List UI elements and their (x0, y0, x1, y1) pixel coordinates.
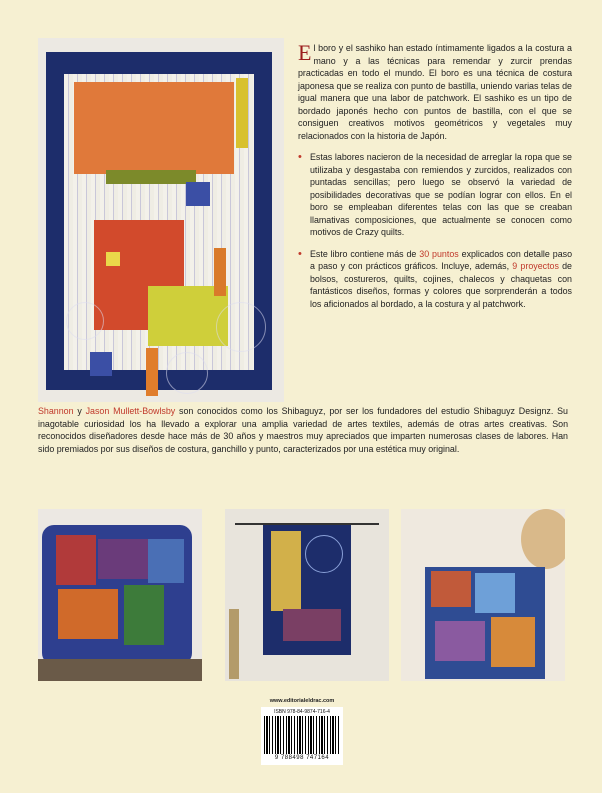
bullet-text: Estas labores nacieron de la necesidad de arreglar la ropa que se utilizaba y desgastaba con remiendos y zurcidos, realizados con puntadas sencillas; pero luego se observó la variedad de posibilidades decorativas que se podían lograr con ellos. En el boro se empleaban diferentes telas con las que se creaban llamativas composiciones, que actualmente se conocen como motivos de Crazy quilts. (310, 152, 572, 237)
stitch-circle (66, 302, 104, 340)
small-yellow-square (106, 252, 120, 266)
bullet-icon: • (298, 151, 302, 163)
bullet-text-part: de bolsos, costureros, quilts, cojines, chalecos y chaquetas con fantásticos diseños, formas y colores que sorprenderán a todos los aficionados al bordado, a la costura y al patchwork. (310, 261, 572, 309)
bullet-text-part: explicados con detalle paso a paso y con prácticos gráficos. Incluye, además, (310, 248, 572, 271)
wall-hanging-photo (225, 509, 389, 681)
publisher-url: www.editorialeldrac.com (269, 698, 335, 704)
intro-paragraph (298, 42, 572, 142)
bullet-icon: • (298, 247, 302, 260)
orange-strip (214, 248, 226, 296)
orange-patch (74, 82, 234, 174)
tote-bag-photo (401, 509, 565, 681)
barcode-digits: 9 788498 747164 (274, 755, 330, 761)
bio-text: son conocidos como los Shibaguyz, por ser los fundadores del estudio Shibaguyz Designz. Su inagotable curiosidad los ha llevado a explorar una amplia variedad de artes textiles, además de otras artes creativas. Son reconocidos diseñadores desde hace más de 30 años y maestros muy apreciados que imparten numerosas clases de labores. Han sido premiados por sus diseños de costura, ganchillo y punto, caracterizados por una estética muy original. (38, 406, 568, 454)
stitch-circle (166, 352, 208, 394)
barcode (261, 707, 343, 765)
drop-cap: E (298, 40, 312, 65)
quilt-photo (38, 38, 284, 402)
blue-square-lower (90, 352, 112, 376)
bullet-paragraph-contents (298, 248, 572, 311)
cushion-photo (38, 509, 202, 681)
author-name-1: Shannon (38, 406, 74, 416)
highlight-stitches-count: 30 puntos (419, 248, 459, 259)
bullet-paragraph-origin (298, 151, 572, 239)
green-strip (106, 170, 196, 184)
author-name-2: Jason Mullett-Bowlsby (85, 406, 176, 416)
intro-text: l boro y el sashiko han estado íntimamente ligados a la costura a mano y a las técnicas para remendar y zurcir prendas practicadas en todo el mundo. El boro es una técnica de costura japonesa que se realiza con punto de bastilla, uniendo varias telas de igual manera que una labor de patchwork. El sashiko es un tipo de bordado japonés hecho con puntos de bastilla, con el que se consiguen creativos motivos geométricos y vegetales muy relacionados con la historia de Japón. (298, 43, 572, 141)
isbn: ISBN 978-84-9874-716-4 (274, 709, 330, 715)
bullet-text-part: Este libro contiene más de (310, 248, 420, 259)
orange-bar-lower (146, 348, 158, 396)
quilt (46, 52, 272, 390)
blue-square (186, 182, 210, 206)
stitch-circle (216, 302, 266, 352)
highlight-projects-count: 9 proyectos (512, 261, 559, 271)
author-bio (38, 405, 568, 455)
barcode-block (261, 698, 343, 770)
description-column (298, 42, 572, 319)
yellow-strip (236, 78, 248, 148)
barcode-bars (264, 716, 340, 754)
bio-connector: y (73, 406, 86, 416)
